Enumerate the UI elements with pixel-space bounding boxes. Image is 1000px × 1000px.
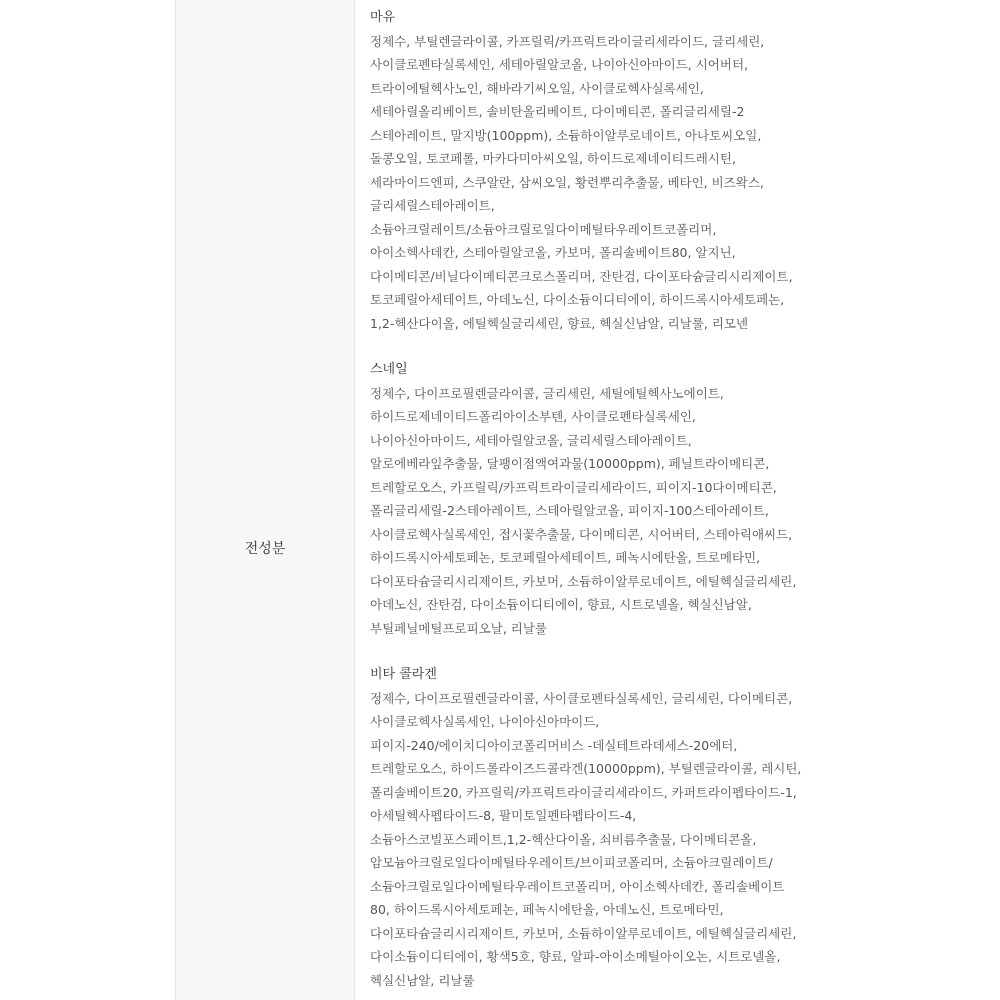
label-column xyxy=(175,0,355,1000)
ingredient-line: 피이지-240/에이치디아이코폴리머비스 -데실테트라데세스-20에터, xyxy=(370,737,738,753)
ingredient-line: 다이포타슘글리시리제이트, 카보머, 소듐하이알루로네이트, 에틸헥실글리세린, xyxy=(370,925,797,941)
ingredient-line: 하이드록시아세토페논, 토코페릴아세테이트, 페녹시에탄올, 트로메타민, xyxy=(370,550,761,565)
ingredient-line: 소듐아스코빌포스페이트,1,2-헥산다이올, 쇠비름추출물, 다이메티콘올, xyxy=(370,831,757,847)
ingredient-section-mayu xyxy=(370,6,990,335)
ingredient-line: 사이클로헥사실록세인, 접시꽃추출물, 다이메티콘, 시어버터, 스테아릭애씨드, xyxy=(370,526,793,542)
ingredient-line: 세라마이드엔피, 스쿠알란, 삼씨오일, 황련뿌리추출물, 베타인, 비즈왁스, xyxy=(370,174,764,190)
ingredient-line: 정제수, 다이프로필렌글라이콜, 사이클로펜타실록세인, 글리세린, 다이메티콘, xyxy=(370,690,793,706)
ingredients-content xyxy=(370,6,990,1000)
ingredient-line: 하이드로제네이티드폴리아이소부텐, 사이클로펜타실록세인, xyxy=(370,409,696,424)
ingredient-line: 트레할로오스, 카프릴릭/카프릭트라이글리세라이드, 피이지-10다이메티콘, xyxy=(370,479,777,495)
ingredient-line: 정제수, 다이프로필렌글라이콜, 글리세린, 세틸에틸헥사노에이트, xyxy=(370,385,724,401)
ingredient-line: 사이클로펜타실록세인, 세테아릴알코올, 나이아신아마이드, 시어버터, xyxy=(370,57,748,72)
ingredient-line: 스테아레이트, 말지방(100ppm), 소듐하이알루로네이트, 아나토씨오일, xyxy=(370,127,762,143)
ingredient-line: 암모늄아크릴로일다이메틸타우레이트/브이피코폴리머, 소듐아크릴레이트/ xyxy=(370,855,773,870)
section-title: 마유 xyxy=(370,10,396,25)
ingredient-line: 알로에베라잎추출물, 달팽이점액여과물(10000ppm), 페닐트라이메티콘, xyxy=(370,456,770,471)
ingredient-line: 폴리솔베이트20, 카프릴릭/카프릭트라이글리세라이드, 카퍼트라이펩타이드-1, xyxy=(370,784,797,800)
ingredient-line: 부틸페닐메틸프로피오날, 리날룰 xyxy=(370,620,547,636)
ingredient-line: 사이클로헥사실록세인, 나이아신아마이드, xyxy=(370,714,600,729)
ingredient-section-snail xyxy=(370,358,990,640)
ingredient-line: 다이포타슘글리시리제이트, 카보머, 소듐하이알루로네이트, 에틸헥실글리세린, xyxy=(370,573,797,589)
ingredient-line: 돌콩오일, 토코페롤, 마카다미아씨오일, 하이드로제네이티드레시틴, xyxy=(370,151,736,166)
section-title: 비타 콜라겐 xyxy=(370,667,437,682)
ingredient-line: 80, 하이드록시아세토페논, 페녹시에탄올, 아데노신, 트로메타민, xyxy=(370,902,724,917)
ingredients-label: 전성분 xyxy=(244,541,286,557)
ingredient-line: 폴리글리세릴-2스테아레이트, 스테아릴알코올, 피이지-100스테아레이트, xyxy=(370,503,769,518)
ingredient-line: 다이메티콘/비닐다이메티콘크로스폴리머, 잔탄검, 다이포타슘글리시리제이트, xyxy=(370,268,793,284)
ingredient-line: 소듐아크릴로일다이메틸타우레이트코폴리머, 아이소헥사데칸, 폴리솔베이트 xyxy=(370,878,785,894)
ingredient-line: 헥실신남알, 리날룰 xyxy=(370,972,475,988)
ingredient-section-vita-collagen xyxy=(370,663,990,992)
ingredient-line: 세테아릴올리베이트, 솔비탄올리베이트, 다이메티콘, 폴리글리세릴-2 xyxy=(370,104,745,119)
ingredient-line: 아이소헥사데칸, 스테아릴알코올, 카보머, 폴리솔베이트80, 알지닌, xyxy=(370,245,736,260)
ingredient-line: 토코페릴아세테이트, 아데노신, 다이소듐이디티에이, 하이드록시아세토페논, xyxy=(370,292,785,307)
ingredient-line: 아데노신, 잔탄검, 다이소듐이디티에이, 향료, 시트로넬올, 헥실신남알, xyxy=(370,597,752,612)
ingredient-line: 1,2-헥산다이올, 에틸헥실글리세린, 향료, 헥실신남알, 리날룰, 리모넨 xyxy=(370,315,749,331)
ingredient-line: 글리세릴스테아레이트, xyxy=(370,198,495,213)
ingredient-line: 트라이에틸헥사노인, 해바라기씨오일, 사이클로헥사실록세인, xyxy=(370,80,704,96)
ingredient-line: 다이소듐이디티에이, 황색5호, 향료, 알파-아이소메틸아이오논, 시트로넬올, xyxy=(370,949,781,964)
ingredient-line: 나이아신아마이드, 세테아릴알코올, 글리세릴스테아레이트, xyxy=(370,432,692,448)
ingredient-line: 정제수, 부틸렌글라이콜, 카프릴릭/카프릭트라이글리세라이드, 글리세린, xyxy=(370,33,765,49)
ingredient-line: 아세틸헥사펩타이드-8, 팔미토일펜타펩타이드-4, xyxy=(370,808,637,823)
ingredient-line: 트레할로오스, 하이드롤라이즈드콜라겐(10000ppm), 부틸렌글라이콜, 레시틴, xyxy=(370,761,802,776)
ingredient-line: 소듐아크릴레이트/소듐아크릴로일다이메틸타우레이트코폴리머, xyxy=(370,221,717,237)
section-title: 스네일 xyxy=(370,362,408,377)
